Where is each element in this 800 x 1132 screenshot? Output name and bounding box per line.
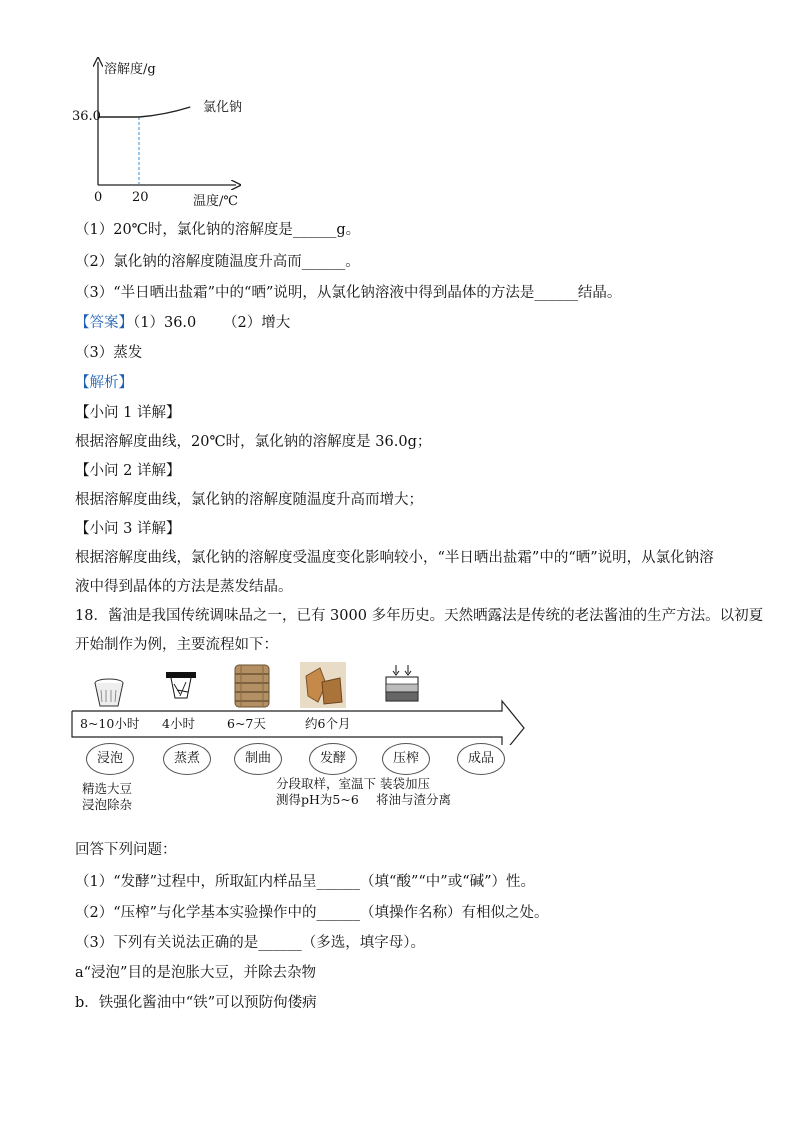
fermentation-jar-icon [300, 662, 346, 708]
q18-option-b: b．铁强化酱油中“铁”可以预防佝偻病 [75, 995, 317, 1011]
step-koji: 制曲 [234, 743, 282, 775]
q17-sub3: （3）“半日晒出盐霜”中的“晒”说明，从氯化钠溶液中得到晶体的方法是______结晶。 [75, 285, 622, 301]
note-press-line1: 装袋加压 [380, 776, 431, 791]
note-soak-line1: 精选大豆 [82, 781, 133, 796]
note-press [376, 776, 451, 808]
q18-sub2: （2）“压榨”与化学基本实验操作中的______（填操作名称）有相似之处。 [75, 905, 549, 921]
series-label-nacl: 氯化钠 [203, 100, 243, 115]
answer-tag: 【答案】 [75, 315, 133, 331]
soak-bowl-icon [92, 676, 126, 710]
detail3-title: 【小问 3 详解】 [75, 521, 181, 537]
duration-soak: 8~10小时 [80, 716, 140, 731]
answer-2: （2）增大 [223, 315, 291, 331]
answer-3: （3）蒸发 [75, 345, 143, 361]
step-ferment: 发酵 [309, 743, 357, 775]
q18-sub3: （3）下列有关说法正确的是______（多选，填字母）。 [75, 935, 425, 951]
duration-koji: 6~7天 [227, 716, 266, 731]
duration-ferment: 约6个月 [305, 716, 351, 731]
detail2-text: 根据溶解度曲线，氯化钠的溶解度随温度升高而增大； [75, 492, 423, 508]
q18-stem-line2: 开始制作为例，主要流程如下： [75, 637, 278, 653]
note-press-line2: 将油与渣分离 [376, 792, 452, 807]
q18-prompt: 回答下列问题： [75, 842, 177, 858]
q17-sub1: （1）20℃时，氯化钠的溶解度是______g。 [75, 222, 361, 238]
steamer-icon [164, 670, 198, 708]
y-axis-label: 溶解度/g [104, 62, 156, 77]
q18-option-a: a“浸泡”目的是泡胀大豆，并除去杂物 [75, 965, 316, 981]
series-line-nacl [98, 107, 190, 117]
detail3-text-line1: 根据溶解度曲线，氯化钠的溶解度受温度变化影响较小，“半日晒出盐霜”中的“晒”说明，从氯化钠溶 [75, 550, 714, 566]
solubility-chart [60, 50, 260, 210]
q18-stem-line1: 18．酱油是我国传统调味品之一，已有 3000 多年历史。天然晒露法是传统的老法酱油的生产方法。以初夏 [75, 608, 764, 624]
detail1-title: 【小问 1 详解】 [75, 405, 181, 421]
detail2-title: 【小问 2 详解】 [75, 463, 181, 479]
note-soak [82, 781, 132, 813]
q17-sub2: （2）氯化钠的溶解度随温度升高而______。 [75, 254, 360, 270]
note-soak-line2: 浸泡除杂 [82, 797, 133, 812]
answer-line [75, 311, 196, 332]
x-tick-0: 0 [94, 190, 103, 205]
step-steam: 蒸煮 [163, 743, 211, 775]
press-icon [384, 664, 420, 704]
detail3-text-line2: 液中得到晶体的方法是蒸发结晶。 [75, 579, 293, 595]
detail1-text: 根据溶解度曲线，20℃时，氯化钠的溶解度是 36.0g； [75, 434, 432, 450]
step-soak: 浸泡 [86, 743, 134, 775]
y-tick-36: 36.0 [72, 109, 101, 124]
duration-steam: 4小时 [162, 716, 195, 731]
step-product: 成品 [457, 743, 505, 775]
step-press: 压榨 [382, 743, 430, 775]
q18-sub1: （1）“发酵”过程中，所取缸内样品呈______（填“酸”“中”或“碱”）性。 [75, 874, 536, 890]
answer-1: （1）36.0 [133, 315, 197, 331]
koji-basket-icon [232, 663, 272, 709]
x-axis-label: 温度/℃ [193, 194, 238, 209]
note-ferment-line2: 测得pH为5~6 [276, 792, 359, 807]
note-ferment-line1: 分段取样，室温下 [276, 776, 377, 791]
note-ferment [276, 776, 376, 808]
analysis-tag: 【解析】 [75, 375, 133, 391]
x-tick-20: 20 [132, 190, 149, 205]
